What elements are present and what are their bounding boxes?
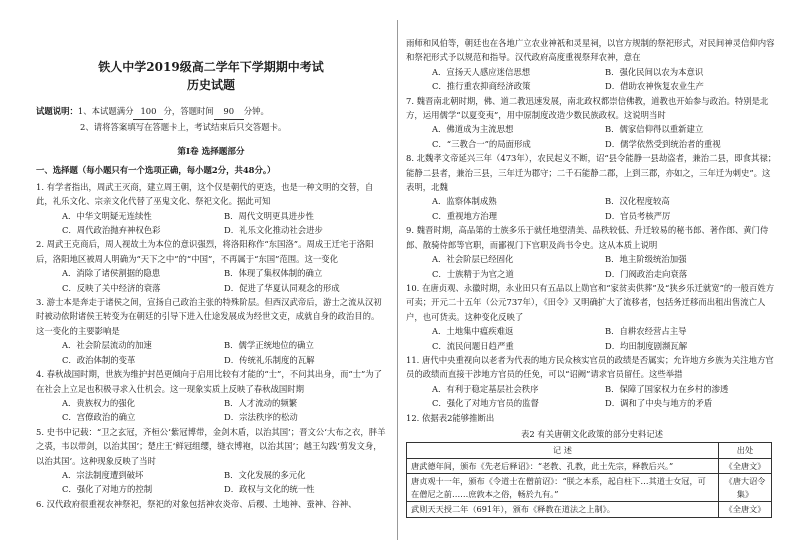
question-1 (36, 180, 386, 238)
option-b: B．汉化程度较高 (605, 196, 670, 207)
option-a: A．社会阶层已经固化 (432, 254, 514, 265)
question-stem: 1. 有学者指出，周武王灭商，建立周王朝，这个仅是朝代的更迭，也是一种文明的交替，自此，礼乐文化、宗亲文化代替了巫鬼文化、祭祀文化。据此可知 (36, 181, 374, 207)
question-11 (406, 353, 778, 411)
instructions (36, 104, 386, 135)
option-d: D．均田制度剧濒瓦解 (605, 340, 688, 351)
column-divider (397, 20, 398, 540)
question-stem: 9. 魏晋时期，高品第的士族多乐于就任地望清美、品秩较低、升迁较易的秘书郎、著作郎、黄门侍郎、散骑侍郎等官职，而鄙视门下官职及尚书令史。这从本质上说明 (406, 225, 769, 250)
option-a: A．社会阶层流动的加速 (62, 340, 152, 351)
option-b: B．人才流动的频繁 (224, 397, 298, 408)
option-d: D．礼乐文化推动社会进步 (224, 225, 323, 236)
question-stem: 10. 在唐贞观、永徽时期，永业田只有五品以上勋官和“家贫卖供葬”及“狭乡乐迁就宽”的一般百姓方可卖；开元二十五年（公元737年），《田令》又明确扩大了流移者，包括务迁移而出租出售流亡人户，也可货卖。这种变化反映了 (406, 282, 775, 322)
question-8 (406, 151, 778, 223)
question-stem: 3. 游士本是奔走于诸侯之间，宣扬自己政治主张的特殊阶层。但西汉武帝后，游士之流从汉初时被动依附诸侯王转变为在朝廷的引导下进入仕途发展成为经世文吏，成就自身的政治目的。这一变化的主要影响是 (36, 297, 382, 336)
question-12 (406, 411, 778, 518)
source-table (406, 442, 772, 518)
question-stem: 2. 周武王克商后，周人视故土为本位的意识强烈，将洛阳称作“东国洛”。周成王迁宅于洛阳后，洛阳地区被周人明确为“天下之中”的“中国”，不再属于“东国”范围。这一变化 (36, 239, 374, 264)
question-stem: 4. 春秋战国时期，世族为维护封邑更倾向于启用比较有才能的“士”，不问其出身，而“士”为了在社会上立足也积极寻求入仕机会。这一现象实质上反映了春秋战国时期 (36, 369, 383, 394)
option-d: D．促进了华夏认同观念的形成 (224, 282, 340, 293)
question-4 (36, 367, 386, 425)
question-stem: 5. 史书中记载：“卫之玄冠，齐桓公‘紫冠博带，金剑木盾，以治其国’；晋文公‘大布之衣，胖羊之裘，韦以带剑，以治其国’；楚庄王‘鲜冠组缨，缝衣博袍，以治其国’；越王勾践‘剪发文身，以治其国’。这种现象反映了当时 (36, 426, 386, 466)
column-header-source: 出处 (719, 443, 772, 459)
option-a: A．佛道成为主流思想 (432, 124, 514, 135)
option-a: A．监察体制成熟 (432, 196, 497, 207)
option-b: B．体现了集权体制的确立 (224, 268, 323, 279)
option-c: C．强化了对地方的控制 (62, 484, 153, 495)
option-b: B．文化发展的多元化 (224, 469, 306, 480)
question-7 (406, 94, 778, 152)
table-caption: 表2 有关唐朝文化政策的部分史料记述 (521, 428, 663, 439)
option-a: A．中华文明疑无连续性 (62, 210, 152, 221)
option-c: C．重视地方治理 (432, 210, 498, 221)
exam-subtitle: 历史试题 (186, 78, 235, 92)
option-d: D．传统礼乐制度的瓦解 (224, 354, 315, 365)
option-c: C．士族精于为官之道 (432, 268, 514, 279)
question-3 (36, 295, 386, 367)
option-c: C．政治体制的变革 (62, 354, 136, 365)
option-c: C．流民问题日趋严重 (432, 340, 514, 351)
instruction-line-1: 试题说明：1、本试题满分 100 分，答题时间 90 分钟。 (36, 104, 386, 120)
option-d: D．政权与文化的统一性 (224, 484, 315, 495)
question-stem: 8. 北魏孝文帝延兴三年（473年），农民起义不断，诏“县令能静一县劫盗者，兼治二县，即食其禄；能静二县者，兼治三县，三年迁为郡守；二千石能静二郡，上到三郡，亦如之，三年迁为刺史”。这表明，北魏 (406, 153, 777, 193)
option-b: B．周代文明更具进步性 (224, 210, 314, 221)
column-header-record: 记 述 (407, 443, 719, 459)
question-2 (36, 237, 386, 295)
right-column (406, 36, 778, 518)
source-cell: 《全唐文》 (719, 502, 772, 518)
question-9 (406, 223, 778, 281)
option-a: A．消除了诸侯割据的隐患 (62, 268, 161, 279)
option-d: D．宗法秩序的松动 (224, 412, 298, 423)
exam-title: 铁人中学2019级高二学年下学期期中考试 (98, 60, 324, 74)
left-column (36, 0, 386, 511)
table-row (407, 474, 772, 502)
question-stem-continued: 雨师和风伯等，朝廷也在各地广立农业神祇和灵星祠，以官方规制的祭祀形式，对民间神灵信仰内容和祭祀形式予以规范和指导。汉代政府高度重视祭拜农神，意在 (406, 38, 775, 63)
option-c: C．宫僚政治的确立 (62, 412, 136, 423)
question-stem: 11. 唐代中央重视向以老者为代表的地方民众核实官员的政绩是否属实；允许地方乡族为关注地方官员的政绩而直接干涉地方官员的任免，可以“诏阙”请求官员留任。这些举措 (406, 354, 774, 380)
question-6-start: 6. 汉代政府很重视农神祭祀，祭祀的对象包括神农炎帝、后稷、土地神、蚕神、谷神、 (36, 498, 357, 509)
table-header-row (407, 443, 772, 459)
option-c: C．周代政治抛弃神权色彩 (62, 225, 161, 236)
question-10 (406, 281, 778, 353)
section-title: 一、选择题（每小题只有一个选项正确，每小题2分，共48分。） (36, 165, 276, 176)
option-c: C．推行重农抑商经济政策 (432, 81, 531, 92)
question-6 (406, 36, 778, 94)
score-blank: 100 (133, 104, 163, 120)
option-a: A．宣扬天人感应迷信思想 (432, 66, 531, 77)
option-b: B．地主阶级统治加强 (605, 254, 687, 265)
option-d: D．调和了中央与地方的矛盾 (605, 398, 713, 409)
option-a: A．宗法制度遭到破坏 (62, 469, 144, 480)
option-d: D．官员考核严厉 (605, 210, 671, 221)
table-row (407, 502, 772, 518)
question-stem: 7. 魏晋南北朝时期，佛、道二教迅速发展，南北政权都崇信佛教，道教也开始参与政治。特别是北方，运用儒学“以夏变夷”，用中原制度改造少数民族政权。这说明当时 (406, 95, 769, 121)
option-d: D．门阀政治走向衰落 (605, 268, 688, 279)
question-stem: 12. 依据表2能够推断出 (406, 412, 495, 423)
option-d: D．儒学依然受到统治者的重视 (605, 138, 721, 149)
question-5 (36, 425, 386, 497)
time-blank: 90 (214, 104, 244, 120)
option-c: C．强化了对地方官员的监督 (432, 398, 539, 409)
option-c: C．反映了关中经济的衰落 (62, 282, 161, 293)
source-cell: 《唐大诏令集》 (719, 474, 772, 502)
option-b: B．保障了国家权力在乡村的渗透 (605, 383, 729, 394)
option-b: B．儒学正统地位的确立 (224, 340, 314, 351)
option-b: B．自耕农经营占主导 (605, 326, 687, 337)
instruction-label: 试题说明： (36, 106, 78, 116)
option-b: B．强化民间以农为本意识 (605, 66, 704, 77)
option-a: A．有利于稳定基层社会秩序 (432, 383, 539, 394)
record-cell: 唐武德年间，颁布《先老后释诏》：“老教、孔教，此土先宗，释教后兴。” (407, 458, 719, 474)
source-cell: 《全唐文》 (719, 458, 772, 474)
option-a: A．土地集中瘟疾难返 (432, 326, 514, 337)
volume-title: 第Ⅰ卷 选择题部分 (177, 147, 245, 157)
option-d: D．借助农神恢复农业生产 (605, 81, 704, 92)
record-cell: 武则天天授二年（691年），颁布《释教在道法之上制》。 (407, 502, 719, 518)
table-row (407, 458, 772, 474)
record-cell: 唐贞观十一年，颁布《令道士在僧前诏》：“朕之本系，起自柱下…其道士女冠，可在僧尼之前……庶敦本之俗，畅於九有。” (407, 474, 719, 502)
option-c: C．“三教合一”的局面形成 (432, 138, 531, 149)
option-b: B．儒家信仰得以重新建立 (605, 124, 704, 135)
instruction-line-2: 2、请将答案填写在答题卡上，考试结束后只交答题卡。 (80, 122, 287, 132)
option-a: A．贵族权力的强化 (62, 397, 136, 408)
